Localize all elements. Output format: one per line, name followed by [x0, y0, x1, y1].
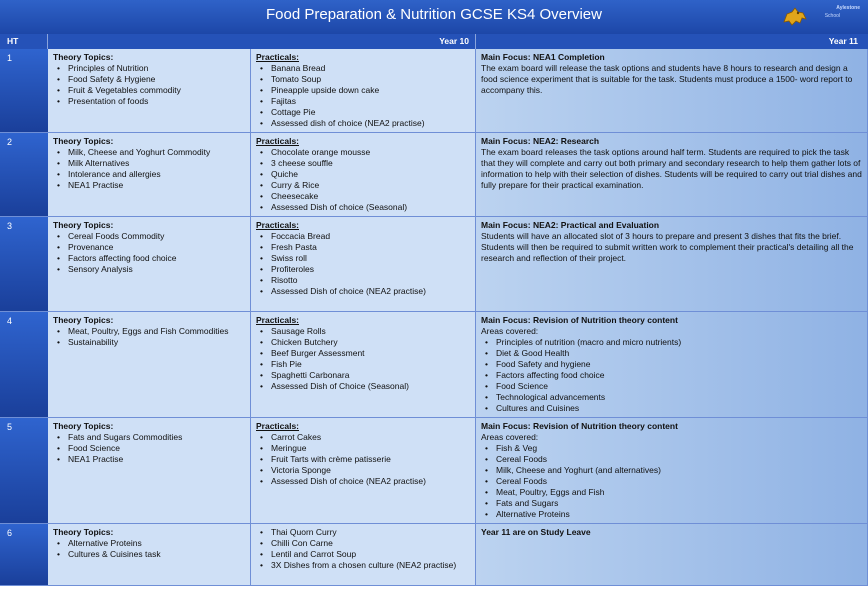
title-bar: [0, 0, 868, 34]
practical-item: • Foccacia Bread: [271, 231, 470, 242]
year11-cell: [476, 217, 868, 312]
theory-topic-item: • Food Science: [68, 443, 245, 454]
practicals-cell: [251, 133, 476, 217]
half-term-number: 6: [7, 528, 13, 538]
revision-area-item: • Food Science: [496, 381, 862, 392]
header-year10: Year 10: [48, 34, 476, 49]
practicals-cell: [251, 312, 476, 418]
theory-heading: Theory Topics:: [53, 527, 114, 537]
practical-item: • Fresh Pasta: [271, 242, 470, 253]
theory-cell: [48, 524, 251, 586]
year11-cell: [476, 312, 868, 418]
year11-description: The exam board releases the task options around half term. Students are required to pick the task that they will complete and carry out both primary and secondary research to help them gather lots of information to help with their selection of dishes. Students will be required to carry out trial dishes and fully prepare for their practical examination.: [481, 147, 862, 190]
year11-cell: [476, 133, 868, 217]
theory-topic-item: • Intolerance and allergies: [68, 169, 245, 180]
theory-cell: [48, 49, 251, 133]
practical-item: • Lentil and Carrot Soup: [271, 549, 470, 560]
theory-topic-item: • Fruit & Vegetables commodity: [68, 85, 245, 96]
practical-list: [256, 231, 470, 297]
theory-topic-item: • Principles of Nutrition: [68, 63, 245, 74]
revision-area-item: • Cereal Foods: [496, 476, 862, 487]
practical-item: • Meringue: [271, 443, 470, 454]
practicals-heading: Practicals:: [256, 52, 299, 62]
theory-cell: [48, 312, 251, 418]
revision-area-item: • Fish & Veg: [496, 443, 862, 454]
page-title: Food Preparation & Nutrition GCSE KS4 Overview: [266, 6, 602, 23]
practicals-heading: Practicals:: [256, 315, 299, 325]
practical-item: • Sausage Rolls: [271, 326, 470, 337]
revision-area-item: • Meat, Poultry, Eggs and Fish: [496, 487, 862, 498]
logo-subtitle: School: [824, 13, 840, 19]
header-year11: Year 11: [476, 34, 868, 49]
practical-list: [256, 326, 470, 392]
practical-item: • Tomato Soup: [271, 74, 470, 85]
practical-item: • Spaghetti Carbonara: [271, 370, 470, 381]
practical-item: • 3 cheese souffle: [271, 158, 470, 169]
practical-item: • Risotto: [271, 275, 470, 286]
practical-item: • Assessed dish of choice (NEA2 practise): [271, 118, 470, 129]
theory-heading: Theory Topics:: [53, 220, 114, 230]
theory-topic-item: • Factors affecting food choice: [68, 253, 245, 264]
theory-heading: Theory Topics:: [53, 136, 114, 146]
theory-topic-list: [53, 147, 245, 191]
theory-topic-item: • Fats and Sugars Commodities: [68, 432, 245, 443]
practical-item: • Carrot Cakes: [271, 432, 470, 443]
theory-topic-item: • Food Safety & Hygiene: [68, 74, 245, 85]
theory-cell: [48, 133, 251, 217]
theory-topic-item: • Provenance: [68, 242, 245, 253]
year11-focus-heading: Main Focus: NEA2: Research: [481, 136, 600, 146]
revision-area-list: [481, 443, 862, 520]
revision-area-item: • Food Safety and hygiene: [496, 359, 862, 370]
theory-topic-item: • NEA1 Practise: [68, 180, 245, 191]
practical-item: • Quiche: [271, 169, 470, 180]
revision-area-item: • Technological advancements: [496, 392, 862, 403]
practicals-heading: Practicals:: [256, 421, 299, 431]
school-logo: [780, 3, 810, 31]
year11-cell: [476, 418, 868, 524]
theory-heading: Theory Topics:: [53, 421, 114, 431]
header-ht: HT: [0, 34, 48, 49]
theory-cell: [48, 217, 251, 312]
theory-topic-item: • Alternative Proteins: [68, 538, 245, 549]
practicals-cell: [251, 524, 476, 586]
theory-topic-item: • Cultures & Cuisines task: [68, 549, 245, 560]
year11-description: Areas covered:: [481, 326, 539, 336]
practical-item: • Banana Bread: [271, 63, 470, 74]
theory-topic-item: • Sensory Analysis: [68, 264, 245, 275]
theory-heading: Theory Topics:: [53, 315, 114, 325]
half-term-cell: [0, 312, 48, 418]
practical-item: • Assessed Dish of choice (Seasonal): [271, 202, 470, 213]
practical-item: • Assessed Dish of choice (NEA2 practise): [271, 286, 470, 297]
practical-item: • Assessed Dish of Choice (Seasonal): [271, 381, 470, 392]
half-term-cell: [0, 418, 48, 524]
half-term-number: 5: [7, 422, 13, 432]
practical-item: • Chocolate orange mousse: [271, 147, 470, 158]
theory-topic-item: • Sustainability: [68, 337, 245, 348]
logo-name: Aylestone: [836, 5, 860, 11]
practical-item: • Chilli Con Carne: [271, 538, 470, 549]
year11-focus-heading: Main Focus: Revision of Nutrition theory content: [481, 421, 678, 431]
practical-item: • Assessed Dish of choice (NEA2 practise): [271, 476, 470, 487]
practical-item: • 3X Dishes from a chosen culture (NEA2 practise): [271, 560, 470, 571]
theory-topic-item: • Meat, Poultry, Eggs and Fish Commodities: [68, 326, 245, 337]
practical-item: • Curry & Rice: [271, 180, 470, 191]
practicals-cell: [251, 217, 476, 312]
theory-topic-list: [53, 326, 245, 348]
practical-list: [256, 63, 470, 129]
year11-description: The exam board will release the task options and students have 8 hours to research and design a food science experiment that is suitable for the task. Students must produce a 1500- word report to accompany this.: [481, 63, 853, 95]
theory-topic-list: [53, 432, 245, 465]
theory-topic-item: • Milk, Cheese and Yoghurt Commodity: [68, 147, 245, 158]
year11-focus-heading: Main Focus: NEA2: Practical and Evaluation: [481, 220, 660, 230]
revision-area-list: [481, 337, 862, 414]
practical-item: • Fish Pie: [271, 359, 470, 370]
practicals-heading: Practicals:: [256, 220, 299, 230]
practicals-heading: Practicals:: [256, 136, 299, 146]
revision-area-item: • Fats and Sugars: [496, 498, 862, 509]
revision-area-item: • Diet & Good Health: [496, 348, 862, 359]
revision-area-item: • Cultures and Cuisines: [496, 403, 862, 414]
revision-area-item: • Milk, Cheese and Yoghurt (and alternatives): [496, 465, 862, 476]
half-term-number: 4: [7, 316, 13, 326]
year11-cell: [476, 49, 868, 133]
practicals-cell: [251, 418, 476, 524]
theory-cell: [48, 418, 251, 524]
year11-focus-heading: Main Focus: Revision of Nutrition theory content: [481, 315, 678, 325]
practical-item: • Beef Burger Assessment: [271, 348, 470, 359]
revision-area-item: • Principles of nutrition (macro and micro nutrients): [496, 337, 862, 348]
practical-list: [256, 432, 470, 487]
practical-list: [256, 147, 470, 213]
half-term-number: 1: [7, 53, 13, 63]
theory-topic-list: [53, 538, 245, 560]
year11-description: Students will have an allocated slot of 3 hours to prepare and present 3 dishes that fits the brief. Students will then be required to submit written work to complement their practical's detailing all the research and reflection of their project.: [481, 231, 854, 263]
theory-topic-item: • NEA1 Practise: [68, 454, 245, 465]
half-term-cell: [0, 524, 48, 586]
theory-heading: Theory Topics:: [53, 52, 114, 62]
lion-crest-icon: [781, 4, 809, 30]
practical-item: • Chicken Butchery: [271, 337, 470, 348]
theory-topic-item: • Cereal Foods Commodity: [68, 231, 245, 242]
half-term-number: 3: [7, 221, 13, 231]
theory-topic-item: • Milk Alternatives: [68, 158, 245, 169]
year11-description: Areas covered:: [481, 432, 539, 442]
year11-focus-heading: Main Focus: NEA1 Completion: [481, 52, 605, 62]
theory-topic-item: • Presentation of foods: [68, 96, 245, 107]
revision-area-item: • Alternative Proteins: [496, 509, 862, 520]
revision-area-item: • Factors affecting food choice: [496, 370, 862, 381]
half-term-cell: [0, 133, 48, 217]
half-term-number: 2: [7, 137, 13, 147]
practical-item: • Cheesecake: [271, 191, 470, 202]
practicals-cell: [251, 49, 476, 133]
practical-item: • Cottage Pie: [271, 107, 470, 118]
theory-topic-list: [53, 63, 245, 107]
half-term-cell: [0, 49, 48, 133]
practical-list: [256, 527, 470, 571]
theory-topic-list: [53, 231, 245, 275]
year11-cell: [476, 524, 868, 586]
practical-item: • Fruit Tarts with crème patisserie: [271, 454, 470, 465]
practical-item: • Thai Quorn Curry: [271, 527, 470, 538]
revision-area-item: • Cereal Foods: [496, 454, 862, 465]
practical-item: • Fajitas: [271, 96, 470, 107]
practical-item: • Pineapple upside down cake: [271, 85, 470, 96]
year11-focus-heading: Year 11 are on Study Leave: [481, 527, 591, 537]
practical-item: • Victoria Sponge: [271, 465, 470, 476]
practical-item: • Swiss roll: [271, 253, 470, 264]
practical-item: • Profiteroles: [271, 264, 470, 275]
half-term-cell: [0, 217, 48, 312]
